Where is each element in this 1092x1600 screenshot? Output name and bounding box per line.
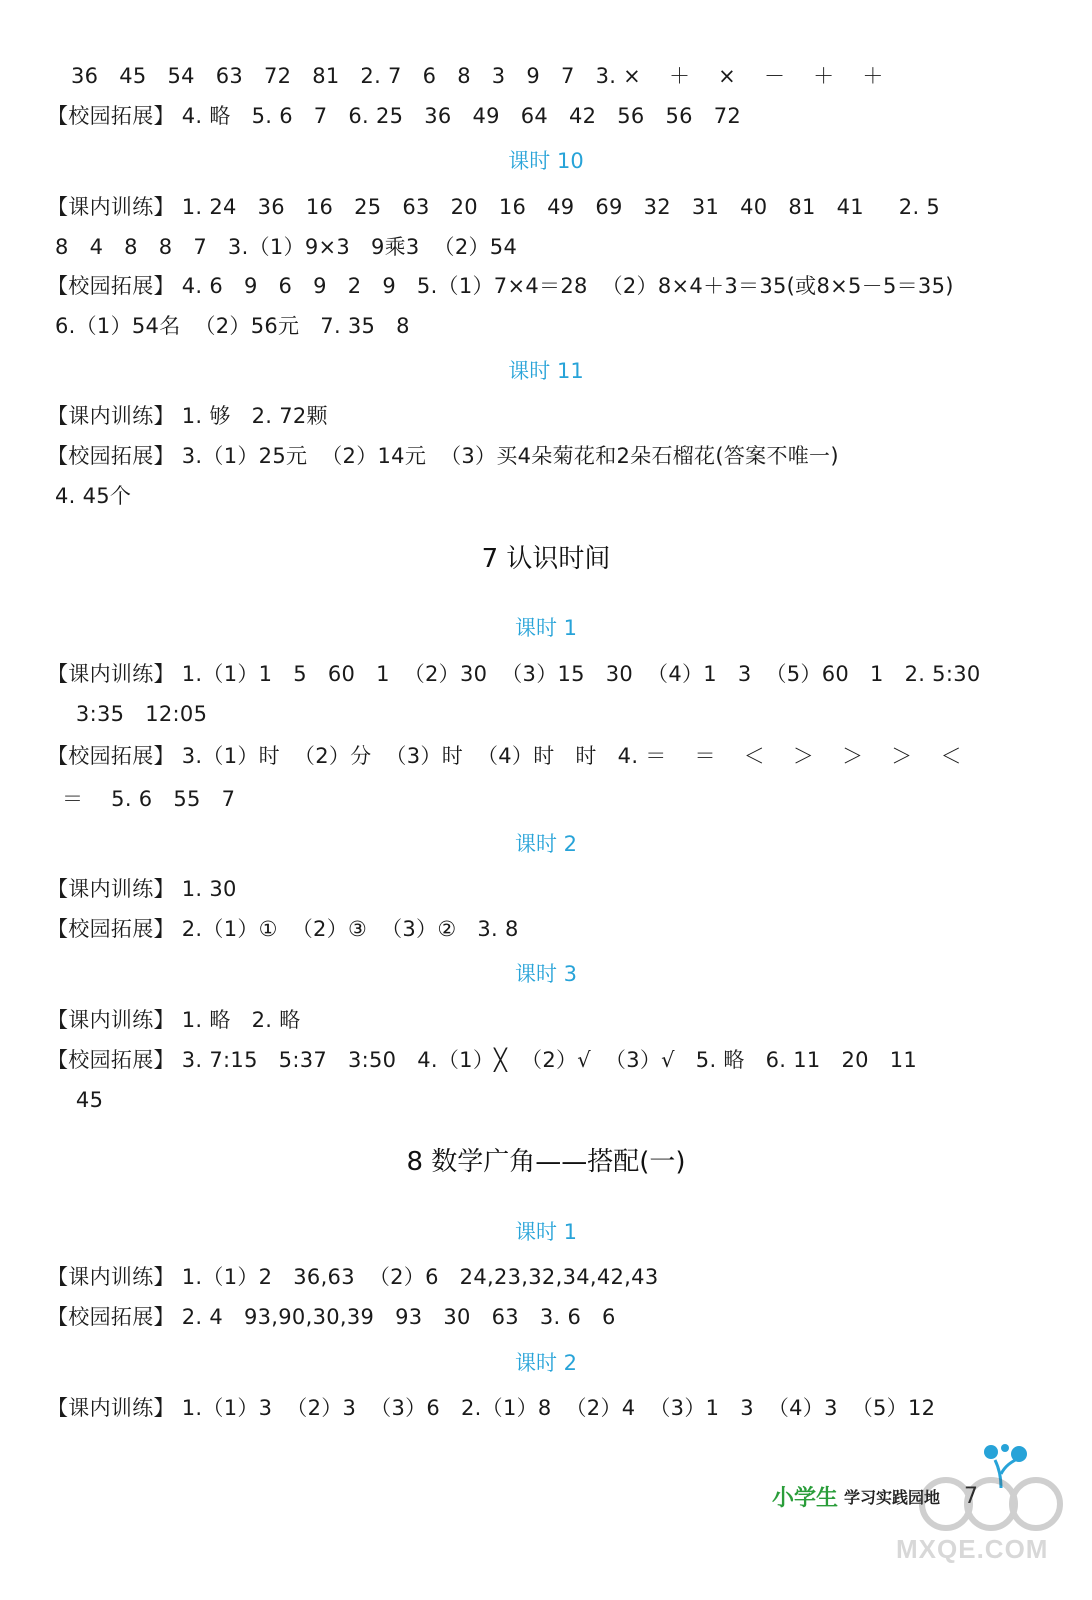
watermark-logo-icon [916, 1474, 1066, 1534]
chapter-title: 7 认识时间 [481, 544, 611, 574]
answer-line-7: 【课内训练】 1. 够 2. 72颗 [47, 404, 328, 428]
answer-line-19: 【课内训练】 1.（1）2 36,63 （2）6 24,23,32,34,42,43 [47, 1265, 659, 1289]
lesson-heading: 课时 11 [508, 359, 584, 383]
answer-line-13: ＝ 5. 6 55 7 [55, 787, 236, 811]
answer-line-6: 6.（1）54名 （2）56元 7. 35 8 [55, 314, 410, 338]
answer-line-11: 3:35 12:05 [55, 702, 208, 726]
chapter-title: 8 数学广角——搭配(一) [406, 1147, 686, 1177]
answer-line-5: 【校园拓展】 4. 6 9 6 9 2 9 5.（1）7×4＝28 （2）8×4＋3＝35(或8×5－5＝35) [47, 274, 954, 298]
watermark [896, 1474, 1076, 1574]
answer-line-2: 【校园拓展】 4. 略 5. 6 7 6. 25 36 49 64 42 56 56 72 [47, 104, 742, 128]
page-number: 7 [964, 1483, 979, 1509]
lesson-heading: 课时 2 [514, 832, 578, 856]
answer-line-9: 4. 45个 [55, 484, 132, 508]
answer-line-17: 【校园拓展】 3. 7:15 5:37 3:50 4.（1）╳ （2）√ （3）√ 5. 略 6. 11 20 11 [47, 1048, 918, 1072]
answer-line-12: 【校园拓展】 3.（1）时 （2）分 （3）时 （4）时 时 4. ＝ ＝ ＜ ＞ ＞ ＞ ＜ [47, 744, 962, 768]
footer-brand-rest: 学习实践园地 [844, 1487, 941, 1507]
lesson-heading: 课时 2 [514, 1351, 578, 1375]
lesson-heading: 课时 3 [514, 962, 578, 986]
answer-line-1: 36 45 54 63 72 81 2. 7 6 8 3 9 7 3. × ＋ × － ＋ ＋ [57, 64, 884, 88]
watermark-text: MXQE.COM [896, 1534, 1049, 1564]
answer-line-3: 【课内训练】 1. 24 36 16 25 63 20 16 49 69 32 31 40 81 41 2. 5 [47, 195, 941, 219]
lesson-heading: 课时 1 [514, 616, 578, 640]
lesson-heading: 课时 1 [514, 1220, 578, 1244]
answer-line-8: 【校园拓展】 3.（1）25元 （2）14元 （3）买4朵菊花和2朵石榴花(答案不唯一) [47, 444, 839, 468]
lesson-heading: 课时 10 [508, 149, 584, 173]
answer-line-10: 【课内训练】 1.（1）1 5 60 1 （2）30 （3）15 30 （4）1 3 （5）60 1 2. 5:30 [47, 662, 981, 686]
answer-line-20: 【校园拓展】 2. 4 93,90,30,39 93 30 63 3. 6 6 [47, 1305, 616, 1329]
footer-brand: 小学生 [772, 1485, 839, 1511]
answer-line-18: 45 [55, 1088, 104, 1112]
answer-line-16: 【课内训练】 1. 略 2. 略 [47, 1008, 301, 1032]
answer-line-4: 8 4 8 8 7 3.（1）9×3 9乘3 （2）54 [55, 235, 518, 259]
answer-line-15: 【校园拓展】 2.（1）① （2）③ （3）② 3. 8 [47, 917, 519, 941]
answer-line-21: 【课内训练】 1.（1）3 （2）3 （3）6 2.（1）8 （2）4 （3）1 3 （4）3 （5）12 [47, 1396, 936, 1420]
answer-line-14: 【课内训练】 1. 30 [47, 877, 237, 901]
